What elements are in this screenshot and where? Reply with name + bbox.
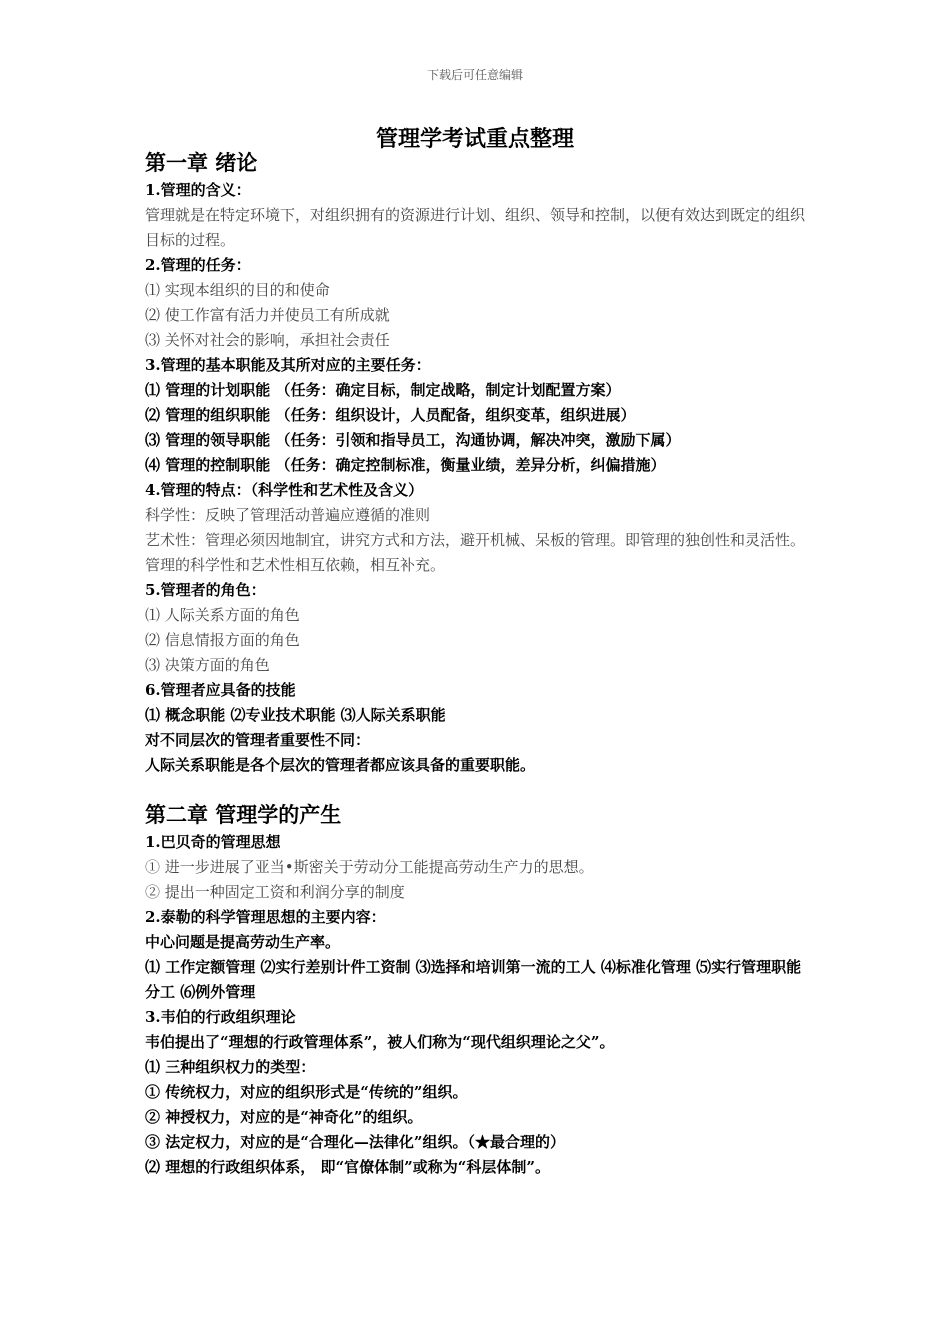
section-heading: 6.管理者应具备的技能 <box>145 681 296 699</box>
section-heading: 4.管理的特点：（科学性和艺术性及含义） <box>145 481 424 499</box>
section-heading: 2.管理的任务： <box>145 256 251 274</box>
paragraph: 中心问题是提高劳动生产率。 <box>145 933 341 951</box>
list-item: ⑵ 信息情报方面的角色 <box>145 631 300 649</box>
paragraph: 管理的科学性和艺术性相互依赖，相互补充。 <box>145 556 446 574</box>
list-item: ① 进一步进展了亚当•斯密关于劳动分工能提高劳动生产力的思想。 <box>145 858 594 876</box>
section-heading: 5.管理者的角色： <box>145 581 266 599</box>
list-item: ⑴ 人际关系方面的角色 <box>145 606 300 624</box>
list-item: ② 神授权力，对应的是“神奇化”的组织。 <box>145 1108 423 1126</box>
chapter-2-heading: 第二章 管理学的产生 <box>145 802 342 827</box>
page-header: 下载后可任意编辑 <box>426 68 523 82</box>
list-item: ⑶ 管理的领导职能 （任务：引领和指导员工，沟通协调，解决冲突，激励下属） <box>145 431 681 449</box>
list-item: ⑴ 概念职能 ⑵专业技术职能 ⑶人际关系职能 <box>145 706 446 724</box>
list-item: ⑶ 关怀对社会的影响，承担社会责任 <box>145 331 390 349</box>
document-title: 管理学考试重点整理 <box>375 126 574 152</box>
section-heading: 2.泰勒的科学管理思想的主要内容： <box>145 908 386 926</box>
paragraph: 对不同层次的管理者重要性不同： <box>145 731 371 749</box>
section-heading: 1.巴贝奇的管理思想 <box>145 833 281 851</box>
paragraph: 艺术性：管理必须因地制宜，讲究方式和方法，避开机械、呆板的管理。即管理的独创性和灵活性。 <box>145 531 806 549</box>
section-heading: 1.管理的含义： <box>145 181 251 199</box>
document-body <box>145 148 810 1180</box>
list-item: ② 提出一种固定工资和利润分享的制度 <box>145 883 405 901</box>
list-item: ③ 法定权力，对应的是“合理化—法律化”组织。（★最合理的） <box>145 1133 565 1151</box>
section-heading: 3.管理的基本职能及其所对应的主要任务： <box>145 356 431 374</box>
list-item: ⑴ 管理的计划职能 （任务：确定目标，制定战略，制定计划配置方案） <box>145 381 621 399</box>
list-item: ⑴ 工作定额管理 ⑵实行差别计件工资制 ⑶选择和培训第一流的工人 ⑷标准化管理 ⑸实行管理职能分工 ⑹例外管理 <box>145 958 802 1001</box>
list-item: ⑵ 使工作富有活力并使员工有所成就 <box>145 306 390 324</box>
paragraph: 人际关系职能是各个层次的管理者都应该具备的重要职能。 <box>145 756 536 774</box>
list-item: ① 传统权力，对应的组织形式是“传统的”组织。 <box>145 1083 468 1101</box>
list-item: ⑶ 决策方面的角色 <box>145 656 270 674</box>
list-item: ⑷ 管理的控制职能 （任务：确定控制标准，衡量业绩，差异分析，纠偏措施） <box>145 456 666 474</box>
list-item: ⑴ 三种组织权力的类型： <box>145 1058 316 1076</box>
section-heading: 3.韦伯的行政组织理论 <box>145 1008 296 1026</box>
chapter-1-heading: 第一章 绪论 <box>145 150 258 175</box>
paragraph: 管理就是在特定环境下，对组织拥有的资源进行计划、组织、领导和控制，以便有效达到既定的组织目标的过程。 <box>145 206 806 249</box>
paragraph: 韦伯提出了“理想的行政管理体系”，被人们称为“现代组织理论之父”。 <box>145 1033 615 1051</box>
list-item: ⑵ 管理的组织职能 （任务：组织设计，人员配备，组织变革，组织进展） <box>145 406 636 424</box>
list-item: ⑴ 实现本组织的目的和使命 <box>145 281 330 299</box>
paragraph: 科学性：反映了管理活动普遍应遵循的准则 <box>145 506 431 524</box>
list-item: ⑵ 理想的行政组织体系， 即“官僚体制”或称为“科层体制”。 <box>145 1158 550 1176</box>
